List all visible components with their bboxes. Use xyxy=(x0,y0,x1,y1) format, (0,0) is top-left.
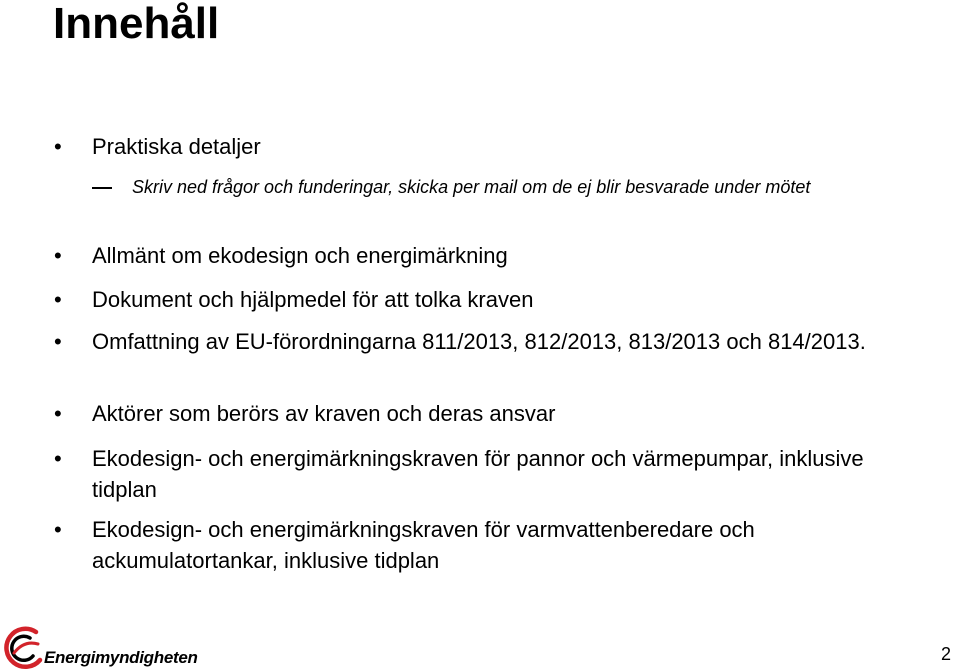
bullet-icon: • xyxy=(54,446,62,471)
list-item: Praktiska detaljer xyxy=(92,134,261,159)
list-item: Ekodesign- och energimärkningskraven för varmvattenberedare och ackumulatortankar, inklusive tidplan xyxy=(92,517,755,573)
bullet-icon: • xyxy=(54,287,62,312)
bullet-icon: • xyxy=(54,401,62,426)
sub-list-item: Skriv ned frågor och funderingar, skicka per mail om de ej blir besvarade under mötet xyxy=(132,177,811,197)
list-item: Dokument och hjälpmedel för att tolka kraven xyxy=(92,287,534,312)
bullet-icon: • xyxy=(54,329,62,354)
list-item: Aktörer som berörs av kraven och deras ansvar xyxy=(92,401,556,426)
page-number: 2 xyxy=(940,644,951,664)
list-item: Ekodesign- och energimärkningskraven för pannor och värmepumpar, inklusive tidplan xyxy=(92,446,864,502)
list-item: Allmänt om ekodesign och energimärkning xyxy=(92,243,508,268)
list-item: Omfattning av EU-förordningarna 811/2013, 812/2013, 813/2013 och 814/2013. xyxy=(92,329,866,354)
bullet-icon: • xyxy=(54,243,62,268)
energimyndigheten-logo-icon xyxy=(2,626,46,670)
logo xyxy=(2,618,198,672)
slide-title: Innehåll xyxy=(53,0,220,48)
dash-icon xyxy=(92,187,112,189)
logo-text: Energimyndigheten xyxy=(44,648,198,667)
bullet-icon: • xyxy=(54,134,62,159)
bullet-icon: • xyxy=(54,517,62,542)
